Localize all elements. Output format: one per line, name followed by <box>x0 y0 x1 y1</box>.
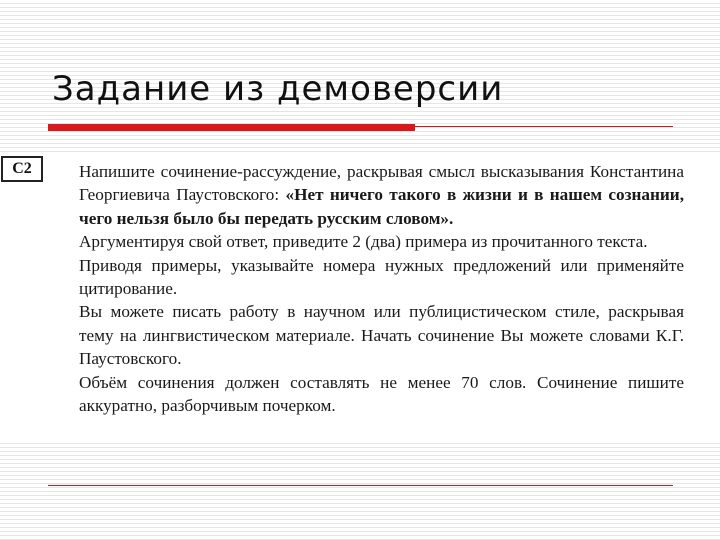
task-paragraph-examples: Приводя примеры, указывайте номера нужных предложений или применяйте цитирование. <box>79 255 684 299</box>
title-underline-thin <box>415 126 673 127</box>
task-paragraph-style: Вы можете писать работу в научном или публицистическом стиле, раскрывая тему на лингвистическом материале. Начать сочинение Вы можете словами К.Г. Паустовского. <box>79 302 684 369</box>
task-prompt-intro: Напишите сочинение-рассуждение, раскрывая смысл высказывания Константина Георгиевича Паустовского: <box>79 162 684 205</box>
title-underline-accent <box>48 124 415 131</box>
task-paragraph-arguments: Аргументируя свой ответ, приведите 2 (два) примера из прочитанного текста. <box>79 232 648 252</box>
task-number-badge: С2 <box>1 156 43 182</box>
bottom-rule <box>48 485 673 486</box>
slide-title: Задание из демоверсии <box>52 69 504 109</box>
task-paragraph-volume: Объём сочинения должен составлять не менее 70 слов. Сочинение пишите аккуратно, разборчивым почерком. <box>79 372 684 416</box>
task-quote: «Нет ничего такого в жизни и в нашем сознании, чего нельзя было бы передать русским словом». <box>79 185 684 228</box>
task-paragraph-prompt <box>79 160 684 230</box>
task-text <box>79 160 684 417</box>
